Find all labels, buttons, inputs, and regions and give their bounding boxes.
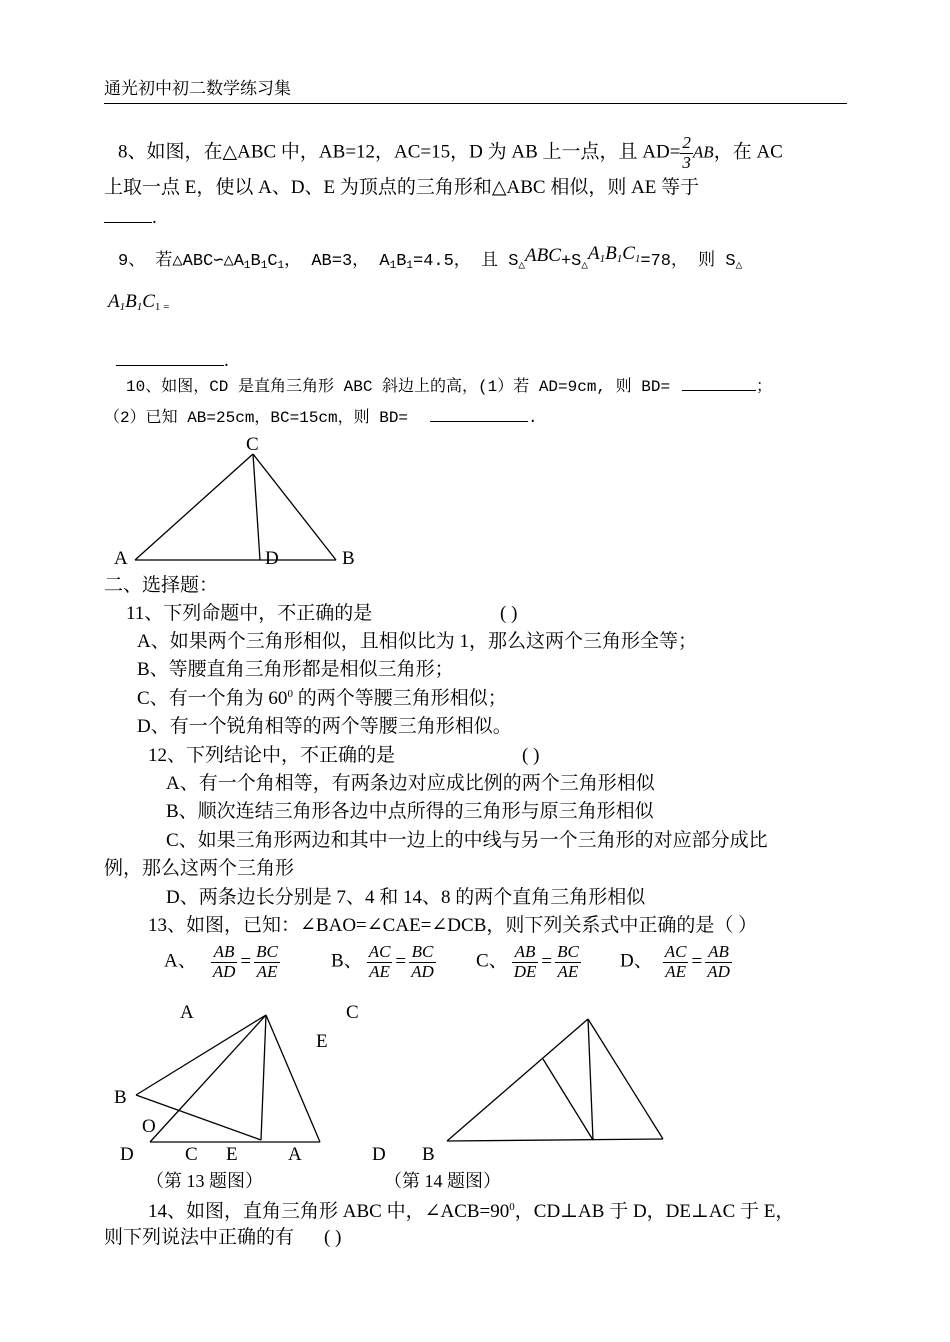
fig13-label-c: C bbox=[185, 1144, 198, 1165]
right-triangle-altitude-figure bbox=[108, 430, 368, 570]
question-11-paren: ( ) bbox=[500, 603, 518, 624]
side-ac bbox=[135, 454, 253, 560]
question-11-stem: 11、下列命题中，不正确的是 bbox=[126, 603, 373, 624]
question-11-option-c: C、有一个角为 $60^0$ 的两个等腰三角形相似； bbox=[137, 688, 507, 709]
question-12-option-a: A、有一个角相等，有两条边对应成比例的两个三角形相似 bbox=[166, 773, 655, 794]
label-a: A bbox=[114, 548, 128, 569]
figure-13-caption: （第 13 题图） bbox=[146, 1171, 263, 1191]
section-2-title: 二、选择题： bbox=[104, 575, 219, 596]
question-13-option-a: A、 $\frac{AB}{AD}$ = $\frac{BC}{AE}$ bbox=[164, 942, 278, 981]
question-12-stem: 12、下列结论中，不正确的是 bbox=[148, 745, 396, 766]
question-14-line2: 则下列说法中正确的有 ( ) bbox=[104, 1227, 342, 1248]
figure-14 bbox=[447, 1019, 663, 1141]
header-rule bbox=[104, 103, 847, 104]
question-13-stem: 13、如图，已知：∠BAO=∠CAE=∠DCB，则下列关系式中正确的是（ ） bbox=[148, 915, 758, 936]
question-9-answer-blank: . bbox=[116, 351, 229, 370]
figure-13 bbox=[136, 1015, 320, 1142]
question-10-line2: （2）已知 AB=25cm，BC=15cm，则 BD= . bbox=[104, 409, 538, 427]
question-14-line1: 14、如图，直角三角形 ABC 中，$\angle ACB=90^0$，CD⊥AB 于 D，DE⊥AC 于 E， bbox=[148, 1201, 795, 1222]
fig13-label-o: O bbox=[142, 1116, 156, 1137]
question-11-option-a: A、如果两个三角形相似，且相似比为 1，那么这两个三角形全等； bbox=[137, 631, 697, 652]
question-11-option-b: B、等腰直角三角形都是相似三角形； bbox=[137, 659, 454, 680]
question-13-option-c: C、 $\frac{AB}{DE}$ = $\frac{BC}{AE}$ bbox=[476, 942, 579, 981]
question-11-option-d: D、有一个锐角相等的两个等腰三角形相似。 bbox=[137, 716, 512, 737]
question-13-option-d: D、 $\frac{AC}{AE}$ = $\frac{AB}{AD}$ bbox=[620, 942, 730, 981]
fig14-label-b: B bbox=[422, 1144, 435, 1165]
fig13-label-b: B bbox=[114, 1087, 127, 1108]
label-c: C bbox=[246, 434, 259, 455]
fig13-label-a: A bbox=[288, 1144, 302, 1165]
fig14-label-d: D bbox=[372, 1144, 386, 1165]
side-cb bbox=[253, 454, 336, 560]
question-8-line1: 8、如图，在△ABC 中，AB=12，AC=15，D 为 AB 上一点，且 AD= $\frac{2}{3}$ AB，在 AC bbox=[118, 133, 783, 172]
label-b: B bbox=[342, 548, 355, 569]
fig13-label-e-right: E bbox=[316, 1031, 328, 1052]
question-10-line1: 10、如图，CD 是直角三角形 ABC 斜边上的高，(1）若 AD=9cm, 则 BD= ； bbox=[126, 378, 773, 396]
question-13-option-b: B、 $\frac{AC}{AE}$ = $\frac{BC}{AD}$ bbox=[331, 942, 434, 981]
altitude-cd bbox=[253, 454, 260, 560]
fraction-two-thirds: $\frac{2}{3}$ bbox=[682, 133, 691, 172]
fig13-label-c-top: C bbox=[346, 1002, 359, 1023]
question-12-option-c-line2: 例，那么这两个三角形 bbox=[104, 858, 295, 879]
question-9-line2: $A_1B_1C_{1 =}$ bbox=[108, 291, 170, 313]
question-8-answer-blank: . bbox=[104, 208, 157, 227]
fig13-label-a-top: A bbox=[180, 1002, 194, 1023]
figure-14-caption: （第 14 题图） bbox=[384, 1171, 501, 1191]
question-12-option-d: D、两条边长分别是 7、4 和 14、8 的两个直角三角形相似 bbox=[166, 887, 646, 908]
figures-13-14 bbox=[100, 995, 680, 1195]
question-9-line1: 9、 若$\triangle ABC∽\triangle A_1B_1C_1$， AB=3， $A_1B_1=4.5$， 且 $S_\triangle ABC+S_\triangle A_1B_1C_1=78$， 则 $S_\triangle$ bbox=[118, 243, 743, 272]
fig13-label-e: E bbox=[226, 1144, 238, 1165]
label-d: D bbox=[265, 548, 279, 569]
question-8-line2: 上取一点 E，使以 A、D、E 为顶点的三角形和△ABC 相似，则 AE 等于 bbox=[104, 177, 700, 198]
page-header-title: 通光初中初二数学练习集 bbox=[104, 79, 291, 98]
question-12-option-c-line1: C、如果三角形两边和其中一边上的中线与另一个三角形的对应部分成比 bbox=[166, 830, 768, 851]
question-12-paren: ( ) bbox=[522, 745, 540, 766]
question-12-option-b: B、顺次连结三角形各边中点所得的三角形与原三角形相似 bbox=[166, 801, 654, 822]
fig13-label-d: D bbox=[120, 1144, 134, 1165]
